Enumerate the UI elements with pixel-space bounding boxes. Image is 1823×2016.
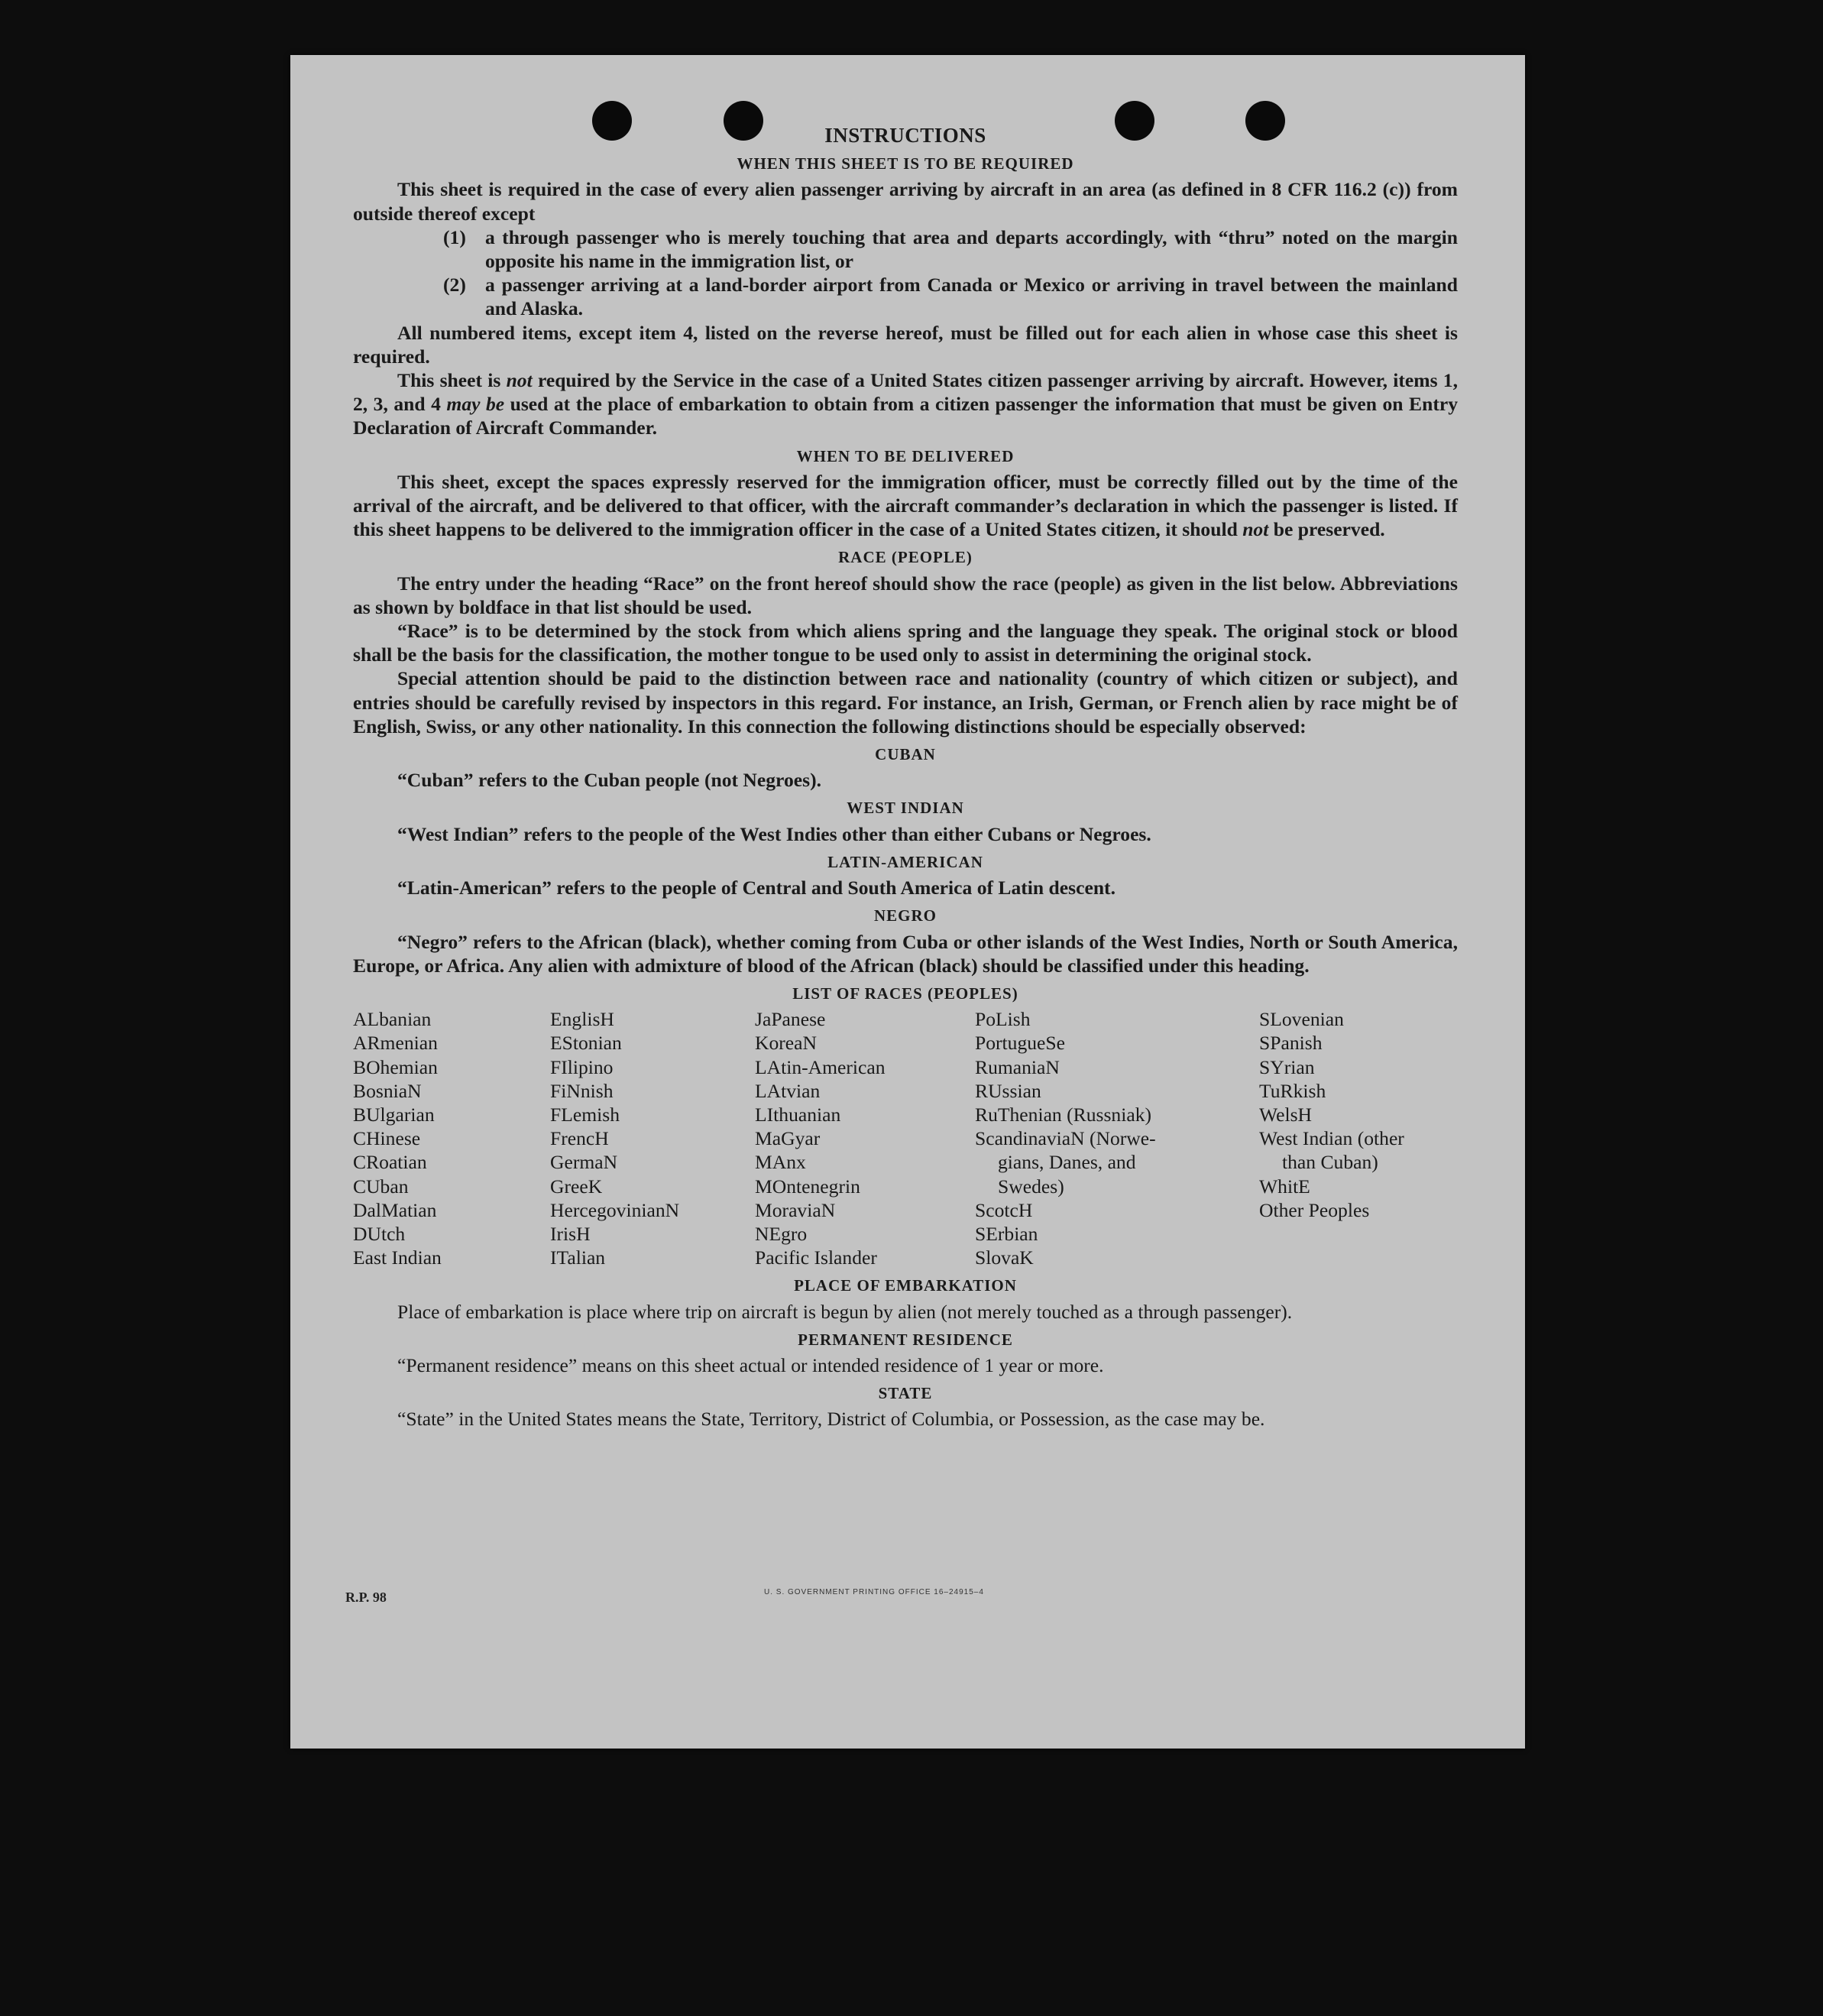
race-entry: WhitE: [1259, 1175, 1310, 1198]
race-entry: LIthuanian: [755, 1103, 841, 1126]
race-entry: ARmenian: [353, 1032, 438, 1055]
race-entry: TuRkish: [1259, 1079, 1326, 1102]
section-heading-state: STATE: [878, 1384, 933, 1403]
form-number: R.P. 98: [345, 1590, 387, 1605]
race-entry: PortugueSe: [975, 1032, 1066, 1055]
section-heading-delivered: WHEN TO BE DELIVERED: [796, 446, 1015, 465]
race-entry: SPanish: [1259, 1032, 1323, 1055]
race-entry: BosniaN: [353, 1079, 422, 1102]
race-entry: FiNnish: [550, 1079, 614, 1102]
section-heading-negro: NEGRO: [873, 906, 937, 925]
race-entry: than Cuban): [1282, 1151, 1378, 1174]
race-entry: RUssian: [975, 1079, 1041, 1102]
race-entry: RuThenian (Russniak): [975, 1103, 1152, 1126]
race-entry: IrisH: [550, 1222, 591, 1245]
paragraph: “Latin-American” refers to the people of Central and South America of Latin descent.: [397, 877, 1115, 899]
race-column: [1259, 1007, 1458, 1269]
paragraph: This sheet, except the spaces expressly reserved for the immigration officer, must be correctly filled out by the time of the arrival of the aircraft, and be delivered to that officer, with the aircraft commander’s declaration in which the passenger is listed. If this sheet happens to be delivered to the immigration officer in the case of a United States citizen, it should not be preserved.: [353, 470, 1458, 541]
race-entry: WelsH: [1259, 1103, 1313, 1126]
section-heading-embarkation: PLACE OF EMBARKATION: [794, 1276, 1017, 1295]
paragraph: This sheet is not required by the Service in the case of a United States citizen passenger arriving by aircraft. However, items 1, 2, 3, and 4 may be used at the place of embarkation to obtain from a citizen passenger the information that must be given on Entry Declaration of Aircraft Commander.: [353, 369, 1459, 439]
paragraph: “Permanent residence” means on this sheet actual or intended residence of 1 year or more.: [397, 1353, 1104, 1376]
section-heading-required: WHEN THIS SHEET IS TO BE REQUIRED: [737, 154, 1074, 173]
race-entry: BUlgarian: [353, 1103, 435, 1126]
document-sheet: [290, 55, 1525, 1749]
race-entry: ITalian: [550, 1246, 606, 1269]
section-heading-list-of-races: LIST OF RACES (PEOPLES): [792, 984, 1018, 1003]
race-entry: DalMatian: [353, 1198, 437, 1221]
race-entry: LAtvian: [755, 1079, 821, 1102]
paragraph: “Race” is to be determined by the stock from which aliens spring and the language they speak. The original stock or blood shall be the basis for the classification, the mother tongue to be used only to assist in determining the original stock.: [353, 620, 1458, 666]
race-column: [353, 1007, 550, 1269]
race-entry: JaPanese: [755, 1008, 826, 1031]
paragraph: “Negro” refers to the African (black), whether coming from Cuba or other islands of the West Indies, North or South America, Europe, or Africa. Any alien with admixture of blood of the African (black) should be classified under this heading.: [353, 930, 1458, 977]
paragraph: Place of embarkation is place where trip on aircraft is begun by alien (not merely touched as a through passenger).: [397, 1300, 1293, 1323]
race-entry: BOhemian: [353, 1055, 438, 1078]
race-column: [755, 1007, 975, 1269]
race-entry: CUban: [353, 1175, 409, 1198]
paragraph: “Cuban” refers to the Cuban people (not Negroes).: [397, 769, 821, 792]
race-column: [550, 1007, 755, 1269]
list-item: (2) a passenger arriving at a land-border airport from Canada or Mexico or arriving in travel between the mainland and Alaska.: [443, 274, 1458, 320]
race-entry: ScandinaviaN (Norwe-: [975, 1127, 1156, 1150]
race-entry: MOntenegrin: [755, 1175, 860, 1198]
race-list: [353, 1007, 1458, 1269]
paragraph: Special attention should be paid to the distinction between race and nationality (country of which citizen or subject), and entries should be carefully revised by inspectors in this regard. For instance, an Irish, German, or French alien by race might be of English, Swiss, or any other nationality. In this connection the following distinctions should be especially observed:: [353, 667, 1458, 737]
race-entry: FrencH: [550, 1127, 609, 1150]
section-heading-cuban: CUBAN: [875, 745, 936, 764]
race-entry: EnglisH: [550, 1008, 614, 1031]
section-heading-west-indian: WEST INDIAN: [847, 799, 964, 818]
race-entry: FLemish: [550, 1103, 620, 1126]
race-entry: MaGyar: [755, 1127, 821, 1150]
section-heading-race: RACE (PEOPLE): [838, 548, 973, 567]
race-entry: HercegovinianN: [550, 1198, 680, 1221]
list-item: (1) a through passenger who is merely touching that area and departs accordingly, with “thru” noted on the margin opposite his name in the immigration list, or: [443, 225, 1458, 273]
race-entry: Other Peoples: [1259, 1198, 1370, 1221]
page-title: INSTRUCTIONS: [824, 124, 986, 147]
race-entry: gians, Danes, and: [998, 1151, 1136, 1174]
race-entry: East Indian: [353, 1246, 442, 1269]
race-entry: DUtch: [353, 1222, 406, 1245]
race-entry: West Indian (other: [1259, 1127, 1404, 1150]
race-entry: GreeK: [550, 1175, 603, 1198]
paragraph: “State” in the United States means the State, Territory, District of Columbia, or Possession, as the case may be.: [397, 1408, 1265, 1431]
race-entry: PoLish: [975, 1008, 1031, 1031]
race-entry: GermaN: [550, 1151, 618, 1174]
race-entry: SYrian: [1259, 1055, 1315, 1078]
section-heading-permanent-residence: PERMANENT RESIDENCE: [798, 1330, 1013, 1349]
race-entry: EStonian: [550, 1032, 622, 1055]
race-entry: MAnx: [755, 1151, 806, 1174]
race-entry: SlovaK: [975, 1246, 1034, 1269]
paragraph: All numbered items, except item 4, listed on the reverse hereof, must be filled out for each alien in whose case this sheet is required.: [353, 321, 1458, 368]
race-entry: KoreaN: [755, 1032, 818, 1055]
race-entry: NEgro: [755, 1222, 808, 1245]
paragraph: “West Indian” refers to the people of the West Indies other than either Cubans or Negroes.: [397, 822, 1151, 845]
instructions-body: [353, 124, 1458, 1431]
race-entry: LAtin-American: [755, 1055, 886, 1078]
paragraph: The entry under the heading “Race” on the front hereof should show the race (people) as given in the list below. Abbreviations as shown by boldface in that list should be used.: [353, 572, 1458, 618]
race-entry: RumaniaN: [975, 1055, 1060, 1078]
race-entry: SErbian: [975, 1222, 1038, 1245]
section-heading-latin-american: LATIN-AMERICAN: [827, 852, 983, 871]
race-entry: ScotcH: [975, 1198, 1033, 1221]
race-entry: CRoatian: [353, 1151, 427, 1174]
race-entry: Pacific Islander: [755, 1246, 877, 1269]
race-entry: CHinese: [353, 1127, 421, 1150]
paragraph: This sheet is required in the case of every alien passenger arriving by aircraft in an area (as defined in 8 CFR 116.2 (c)) from outside thereof except: [353, 178, 1458, 225]
race-entry: Swedes): [998, 1175, 1064, 1198]
printer-imprint: U. S. GOVERNMENT PRINTING OFFICE 16–24915–4: [764, 1588, 984, 1596]
race-entry: MoraviaN: [755, 1198, 836, 1221]
race-entry: FIlipino: [550, 1055, 614, 1078]
race-entry: ALbanian: [353, 1008, 432, 1031]
race-entry: SLovenian: [1259, 1008, 1344, 1031]
race-column: [975, 1007, 1259, 1269]
